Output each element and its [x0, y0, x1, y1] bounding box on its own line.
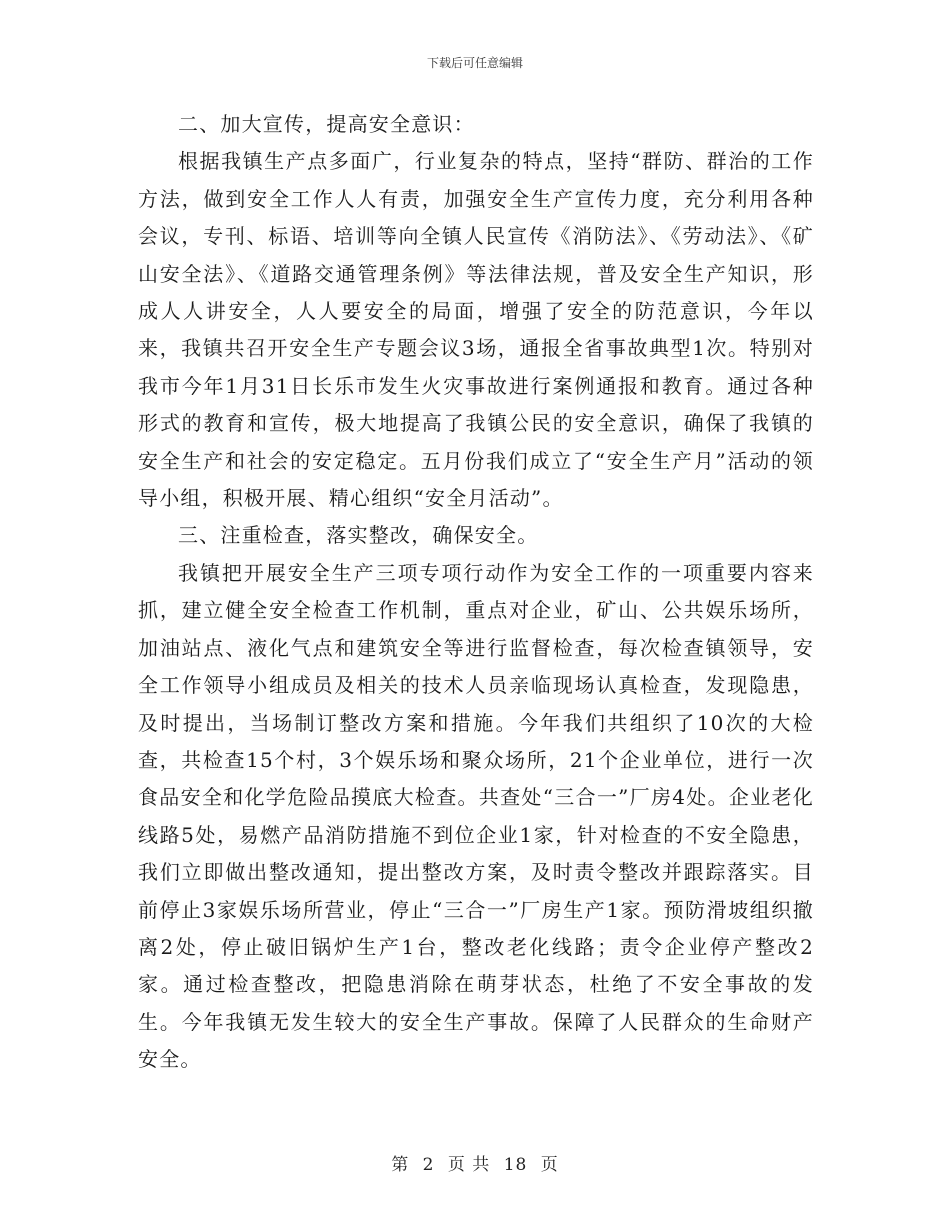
page-header: 下载后可任意编辑 — [426, 56, 523, 70]
footer-prefix: 第 — [391, 1155, 410, 1175]
total-page-count: 18 — [503, 1155, 528, 1175]
section-heading-2: 二、加大宣传，提高安全意识： — [178, 112, 475, 136]
paragraph-publicity: 根据我镇生产点多面广，行业复杂的特点，坚持“群防、群治的工作方法，做到安全工作人人有责，加强安全生产宣传力度，充分利用各种会议，专刊、标语、培训等向全镇人民宣传《消防法》、《劳动法》、《矿山安全法》、《道路交通管理条例》等法律法规，普及安全生产知识，形成人人讲安全，人人要安全的局面，增强了安全的防范意识，今年以来，我镇共召开安全生产专题会议3场，通报全省事故典型1次。特别对我市今年1月31日长乐市发生火灾事故进行案例通报和教育。通过各种形式的教育和宣传，极大地提高了我镇公民的安全意识，确保了我镇的安全生产和社会的安定稳定。五月份我们成立了“安全生产月”活动的领导小组，积极开展、精心组织“安全月活动”。 — [138, 149, 814, 511]
footer-suffix: 页 — [540, 1155, 559, 1175]
document-body — [138, 106, 814, 1079]
footer-middle: 页 共 — [447, 1155, 491, 1175]
paragraph-inspection: 我镇把开展安全生产三项专项行动作为安全工作的一项重要内容来抓，建立健全安全检查工作机制，重点对企业，矿山、公共娱乐场所，加油站点、液化气点和建筑安全等进行监督检查，每次检查镇领导，安全工作领导小组成员及相关的技术人员亲临现场认真检查，发现隐患，及时提出，当场制订整改方案和措施。今年我们共组织了10次的大检查，共检查15个村，3个娱乐场和聚众场所，21个企业单位，进行一次食品安全和化学危险品摸底大检查。共查处“三合一”厂房4处。企业老化线路5处，易燃产品消防措施不到位企业1家，针对检查的不安全隐患，我们立即做出整改通知，提出整改方案，及时责令整改并跟踪落实。目前停止3家娱乐场所营业，停止“三合一”厂房生产1家。预防滑坡组织撤离2处，停止破旧锅炉生产1台，整改老化线路；责令企业停产整改2家。通过检查整改，把隐患消除在萌芽状态，杜绝了不安全事故的发生。今年我镇无发生较大的安全生产事故。保障了人民群众的生命财产安全。 — [138, 560, 814, 1072]
current-page-number: 2 — [422, 1155, 435, 1175]
section-heading-3: 三、注重检查，落实整改，确保安全。 — [178, 523, 539, 548]
page-footer — [0, 1150, 950, 1175]
